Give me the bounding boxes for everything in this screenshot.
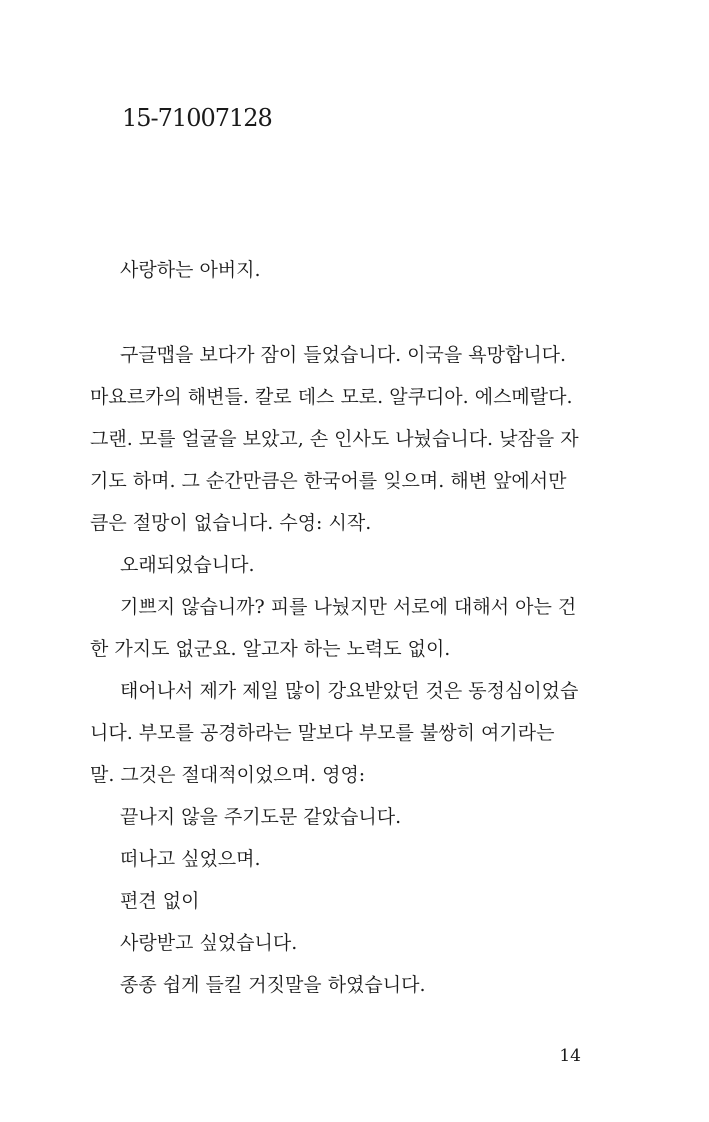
page-number: 14 [559, 1046, 581, 1066]
body-line: 마요르카의 해변들. 칼로 데스 모로. 알쿠디아. 에스메랄다. [90, 386, 573, 408]
body-line: 태어나서 제가 제일 많이 강요받았던 것은 동정심이었습 [120, 680, 579, 702]
body-line: 큼은 절망이 없습니다. 수영: 시작. [90, 512, 372, 534]
body-line: 오래되었습니다. [120, 554, 255, 576]
body-line: 그랜. 모를 얼굴을 보았고, 손 인사도 나눴습니다. 낮잠을 자 [90, 428, 579, 450]
body-line: 떠나고 싶었으며. [120, 848, 261, 870]
body-line: 니다. 부모를 공경하라는 말보다 부모를 불쌍히 여기라는 [90, 722, 555, 744]
body-line: 종종 쉽게 들킬 거짓말을 하였습니다. [120, 974, 426, 996]
body-line: 사랑받고 싶었습니다. [120, 932, 298, 954]
body-text [90, 334, 590, 1006]
body-line: 끝나지 않을 주기도문 같았습니다. [120, 806, 402, 828]
body-line: 기도 하며. 그 순간만큼은 한국어를 잊으며. 해변 앞에서만 [90, 470, 567, 492]
body-line: 한 가지도 없군요. 알고자 하는 노력도 없이. [90, 638, 451, 660]
body-line: 편견 없이 [120, 890, 200, 912]
body-line: 구글맵을 보다가 잠이 들었습니다. 이국을 욕망합니다. [120, 344, 567, 366]
document-id: 15-71007128 [122, 104, 272, 132]
salutation: 사랑하는 아버지. [120, 259, 261, 281]
body-line: 말. 그것은 절대적이었으며. 영영: [90, 764, 366, 786]
body-line: 기쁘지 않습니까? 피를 나눴지만 서로에 대해서 아는 건 [120, 596, 577, 618]
